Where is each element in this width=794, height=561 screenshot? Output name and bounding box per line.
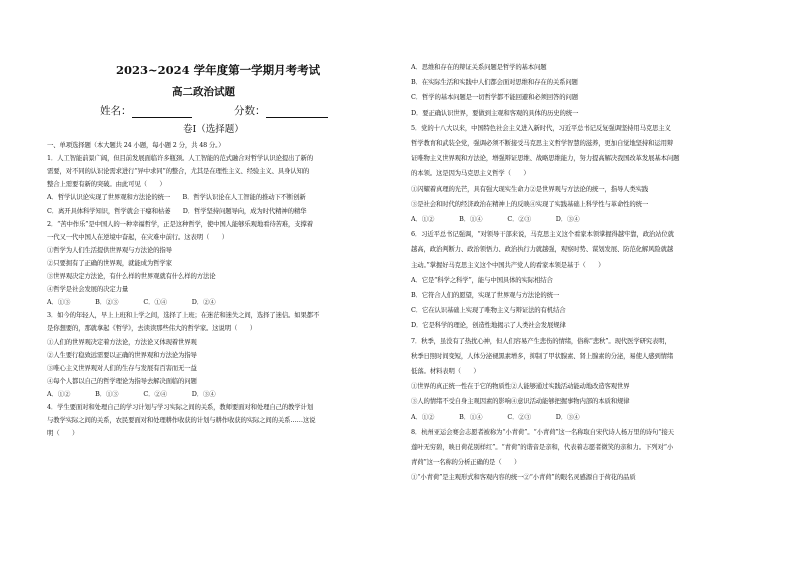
- question-line: 是你想要的，那就拿起《哲学》，去读读那些伟大的哲学家。这说明（ ）: [47, 324, 256, 333]
- question-line: ④每个人都以自己的哲学理论为指导去解决面临的问题: [47, 376, 197, 385]
- score-field[interactable]: [234, 105, 328, 118]
- question-line: C．哲学的基本问题是一切哲学都不能回避和必须回答的问题: [411, 93, 578, 102]
- name-label: 姓名：: [100, 105, 132, 117]
- question-line: 证唯物主义世界观和方法论，增强辩证思维、战略思维能力，努力提高解决我国改革发展基本问题: [411, 154, 680, 163]
- question-line: 5．党的十八大以来，中国特色社会主义进入新时代，习近平总书记反复强调坚持用马克思主义: [411, 123, 671, 132]
- question-line: ②人生要行稳致远需要以正确的世界观和方法论为指导: [47, 350, 197, 359]
- question-line: ①“小青荷”是主观形式和客观内容的统一②“小青荷”的眼名灵感源自于荷花的品质: [411, 473, 636, 482]
- question-line: 的本领。这是因为马克思主义哲学（ ）: [411, 169, 530, 178]
- question-line: ①哲学为人们生活提供世界观与方法论的指导: [47, 245, 172, 254]
- question-line: A．思维和存在的辩证关系问题是哲学的基本问题: [411, 63, 547, 71]
- question-line: 6．习近平总书记强调，“对领导干部来说，马克思主义这个看家本领掌握得越牢靠，政治站位就: [411, 230, 674, 239]
- question-line: C．离开具体科学知识，哲学就会干瘪和枯萎 D．哲学坚持问题导向，成为时代精神的精华: [47, 206, 307, 215]
- question-line: 莲叶无穷碧，映日荷花别样红”。“青荷”的谐音是亲和，代表着志愿者微笑的亲和力。下列对“小: [411, 443, 674, 451]
- question-line: A．①② B．①④ C．②③ D．③④: [411, 412, 580, 421]
- question-line: ①人们的世界观决定着方法论，方法论又体现着世界观: [47, 337, 197, 346]
- question-line: ④哲学是社会发展的决定力量: [47, 285, 129, 294]
- question-line: 整合上需要有新的突破。由此可见（ ）: [47, 180, 166, 189]
- question-line: ③人的情绪不受自身主观因素的影响④意识活动能够把握事物内部的本质和规律: [411, 397, 630, 406]
- exam-title: 2023~2024 学年度第一学期月考考试: [116, 63, 321, 77]
- question-line: D．要正确认识世界，要做到主观和客观的具体的历史的统一: [411, 108, 579, 117]
- question-line: C．它在认识基础上实现了唯物主义与辩证法的有机结合: [411, 306, 566, 315]
- question-line: ③是社会和时代的经济政治在精神上的反映④实现了实践基础上科学性与革命性的统一: [411, 199, 649, 208]
- question-line: B．在实际生活和实践中人们都会面对思维和存在的关系问题: [411, 78, 578, 87]
- question-line: ①世界的真正统一性在于它的物质性②人能够通过实践活动能动地改造客观世界: [411, 382, 630, 391]
- question-line: A．哲学认识论实现了世界观和方法论的统一 B．哲学认识论在人工智能的推动下不断创新: [47, 193, 306, 202]
- question-line: ②只要拥有了正确的世界观，就能成为哲学家: [47, 258, 172, 267]
- question-line: 2．“苦中作乐”是中国人的一种幸福哲学，正是这种哲学，使中国人能够乐观地看待苦难，支撑着: [47, 219, 314, 228]
- question-line: ③世界观决定方法论，有什么样的世界观就有什么样的方法论: [47, 272, 216, 280]
- question-line: B．它符合人们的愿望，实现了世界观与方法论的统一: [411, 291, 560, 299]
- question-line: A．①② B．①③ C．②④ D．③④: [47, 389, 216, 398]
- question-line: 哲学教育和武装全党，强调必须不断接受马克思主义哲学智慧的滋养，更加自觉地坚持和运用辩: [411, 139, 674, 147]
- question-line: A．①③ B．②③ C．①④ D．②④: [47, 298, 216, 307]
- question-line: 主动。”掌握好马克思主义这个中国共产党人的看家本领是基于（ ）: [411, 260, 605, 269]
- question-line: 8．杭州亚运会赛会志愿者被称为“小青荷”。“小青荷”这一名称取自宋代诗人杨万里的诗句“接天: [411, 427, 674, 436]
- name-field[interactable]: [100, 105, 192, 118]
- question-line: 与教学实际之间的关系，农民要面对和处理耕作收获的计划与耕作收获的实际之间的关系……这说: [47, 416, 316, 425]
- question-line: 一、单项选择题（本大题共 24 小题，每小题 2 分，共 48 分。）: [47, 141, 225, 149]
- question-line: 越高，政治判断力、政治领悟力、政治执行力就越强，观察时势、谋划发展、防范化解风险就越: [411, 245, 674, 254]
- question-line: ①闪耀着真理的光芒，具有强大现实生命力②是世界观与方法论的统一，指导人类实践: [411, 184, 649, 193]
- question-line: 一代又一代中国人在逆境中奋起，在灾难中前行。这表明（ ）: [47, 232, 228, 241]
- question-line: A．①② B．①④ C．②③ D．③④: [411, 215, 580, 223]
- section-title: 卷Ⅰ（选择题）: [183, 124, 244, 135]
- question-line: 秋季日照时间变短，人体分泌褪黑素增多，抑制了甲状腺素、肾上腺素的分泌，易使人感到情绪: [411, 351, 674, 360]
- question-line: D．它是科学的理论，创造性地揭示了人类社会发展规律: [411, 321, 566, 330]
- question-line: 低落。材料表明（ ）: [411, 367, 480, 375]
- score-blank[interactable]: [266, 106, 328, 118]
- question-line: ③唯心主义世界观对人们的生存与发展有百害而无一益: [47, 363, 197, 372]
- question-line: 4．学生要面对和处理自己的学习计划与学习实际之间的关系，教师要面对和处理自己的教学计划: [47, 403, 314, 411]
- question-line: 3．如今的年轻人，早上上班和上学之间，选择了上班；在迷茫和迷失之间，选择了迷信。如果都不: [47, 311, 320, 320]
- name-blank[interactable]: [132, 106, 192, 118]
- question-line: A．它是“科学之科学”，能与中国具体的实际相结合: [411, 275, 553, 284]
- question-line: 7．秋季，虽没有了热扰心神，但人们容易产生悲伤的情绪，俗称“悲秋”。现代医学研究表明，: [411, 336, 671, 345]
- question-line: 青荷”这一名称的分析正确的是（ ）: [411, 458, 521, 467]
- question-line: 1．人工智能前景广阔，但目前发展面临许多瓶颈。人工智能的范式融合对哲学认识论提出了新的: [47, 154, 314, 163]
- question-line: 需要，对不同的认识论需求进行“异中求同”的整合，尤其是在理性主义、经验主义、具身认知的: [47, 167, 310, 176]
- question-line: 明（ ）: [47, 429, 79, 438]
- score-label: 分数：: [234, 105, 266, 117]
- exam-subtitle: 高二政治试题: [172, 86, 235, 98]
